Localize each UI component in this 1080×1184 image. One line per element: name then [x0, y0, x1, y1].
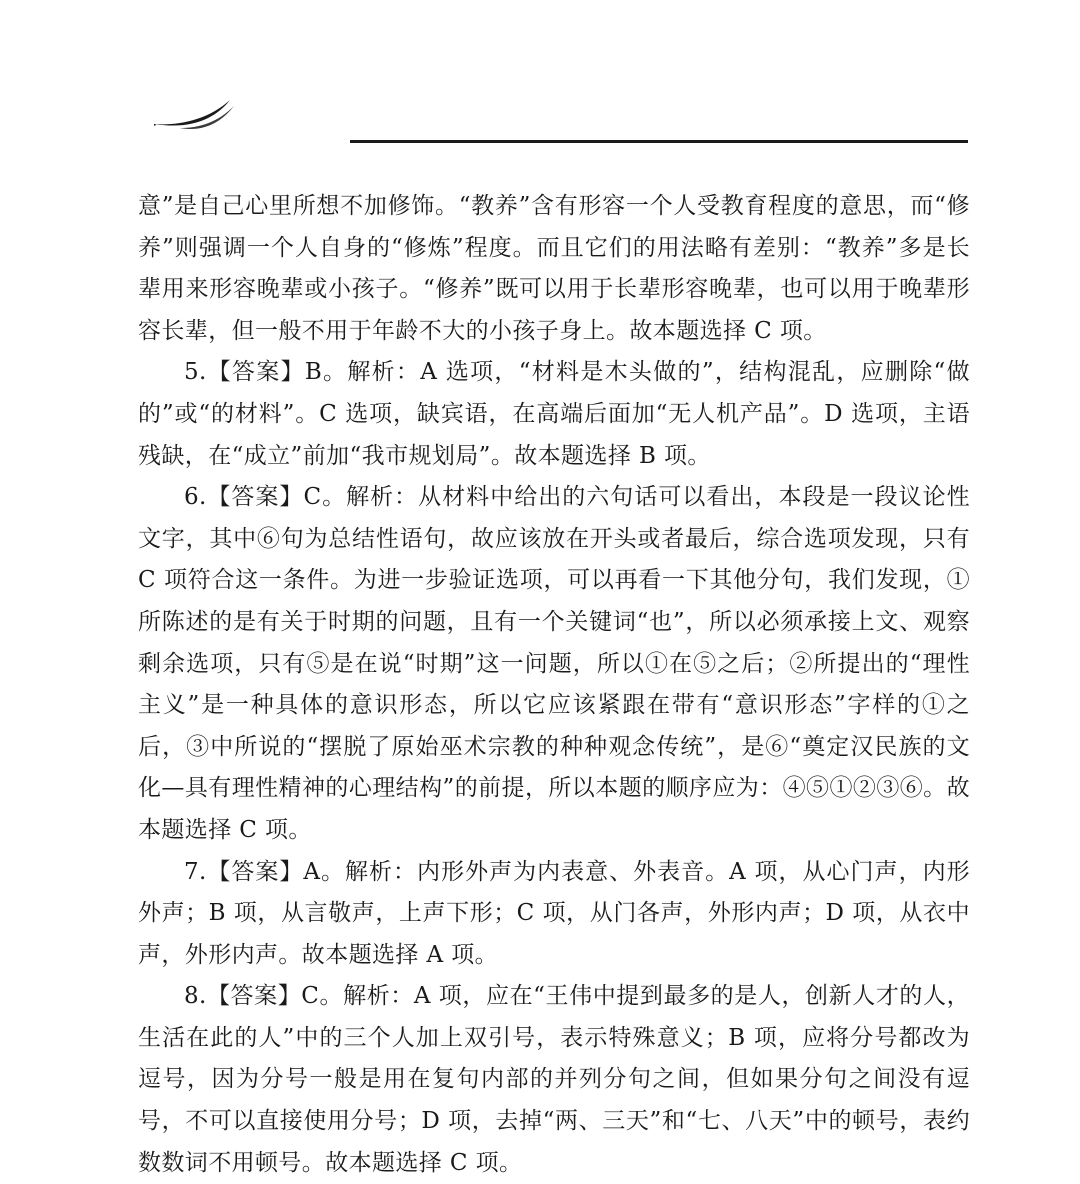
paragraph-answer-8: 8.【答案】C。解析：A 项，应在“王伟中提到最多的是人，创新人才的人，生活在此的人”中的三个人加上双引号，表示特殊意义；B 项，应将分号都改为逗号，因为分号一般是用在复句内部的并列分句之间，但如果分句之间没有逗号，不可以直接使用分号；D 项，去掉“两、三天”和“七、八天”中的顿号，表约数数词不用顿号。故本题选择 C 项。 — [138, 983, 970, 1176]
paragraph-continuation: 意”是自己心里所想不加修饰。“教养”含有形容一个人受教育程度的意思，而“修养”则强调一个人自身的“修炼”程度。而且它们的用法略有差别：“教养”多是长辈用来形容晚辈或小孩子。“修养”既可以用于长辈形容晚辈，也可以用于晚辈形容长辈，但一般不用于年龄不大的小孩子身上。故本题选择 C 项。 — [138, 193, 970, 344]
page-header — [0, 0, 1080, 160]
paragraph-answer-6: 6.【答案】C。解析：从材料中给出的六句话可以看出，本段是一段议论性文字，其中⑥句为总结性语句，故应该放在开头或者最后，综合选项发现，只有 C 项符合这一条件。为进一步验证选项，可以再看一下其他分句，我们发现，①所陈述的是有关于时期的问题，且有一个关键词“也”，所以必须承接上文、观察剩余选项，只有⑤是在说“时期”这一问题，所以①在⑤之后；②所提出的“理性主义”是一种具体的意识形态，所以它应该紧跟在带有“意识形态”字样的①之后，③中所说的“摆脱了原始巫术宗教的种种观念传统”，是⑥“奠定汉民族的文化—具有理性精神的心理结构”的前提，所以本题的顺序应为：④⑤①②③⑥。故本题选择 C 项。 — [138, 484, 970, 843]
answer-explanations — [138, 186, 970, 1184]
paragraph-answer-7: 7.【答案】A。解析：内形外声为内表意、外表音。A 项，从心门声，内形外声；B 项，从言敬声，上声下形；C 项，从门各声，外形内声；D 项，从衣中声，外形内声。故本题选择 A 项。 — [138, 858, 970, 968]
header-rule — [350, 140, 968, 143]
paragraph-answer-5: 5.【答案】B。解析：A 选项，“材料是木头做的”，结构混乱，应删除“做的”或“的材料”。C 选项，缺宾语，在高端后面加“无人机产品”。D 选项，主语残缺，在“成立”前加“我市规划局”。故本题选择 B 项。 — [138, 359, 970, 469]
swoosh-logo-icon — [150, 94, 240, 134]
